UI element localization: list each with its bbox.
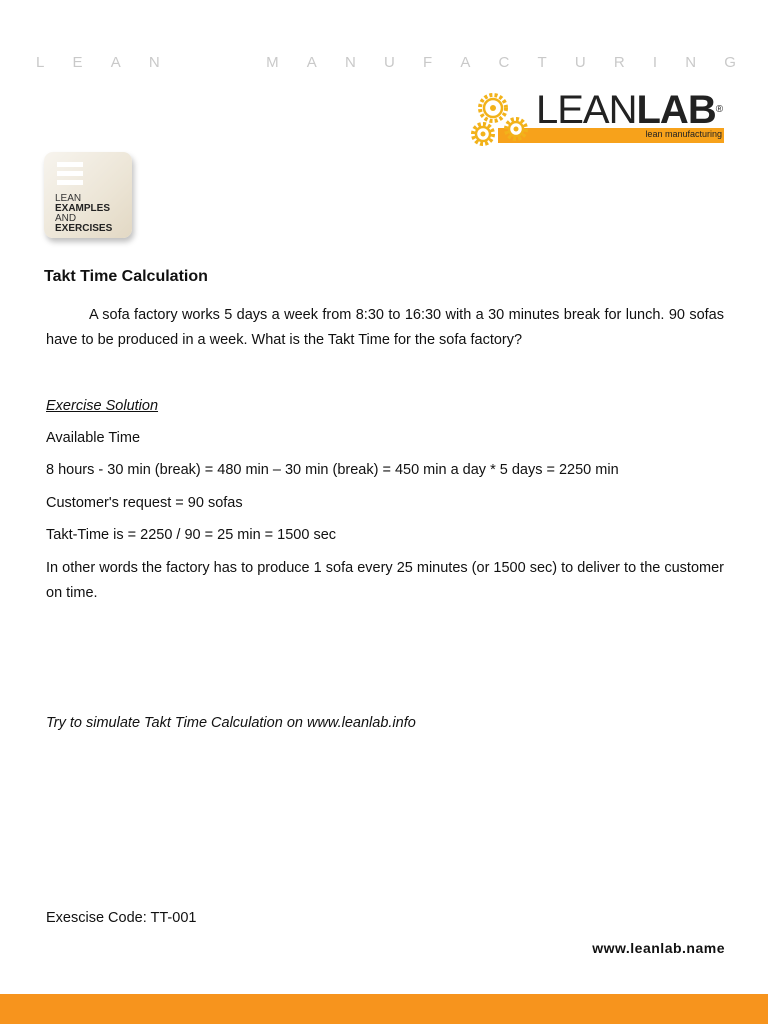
header-letter: F — [422, 54, 433, 71]
header-letter: I — [652, 54, 658, 71]
footer-url: www.leanlab.name — [592, 940, 725, 956]
gears-icon — [468, 88, 538, 154]
logo-registered: ® — [715, 104, 723, 115]
badge-line-lean: LEAN — [55, 193, 82, 204]
header-word-gap — [188, 54, 238, 74]
takt-time-line: Takt-Time is = 2250 / 90 = 25 min = 1500 sec — [46, 527, 337, 543]
header-letter: R — [613, 54, 625, 71]
solution-heading: Exercise Solution — [46, 398, 159, 414]
header-letter: N — [685, 54, 697, 71]
badge-text — [55, 194, 112, 234]
header-letter: N — [344, 54, 356, 71]
header-letter: U — [383, 54, 395, 71]
header-letter: L — [36, 54, 45, 71]
calculation-line: 8 hours - 30 min (break) = 480 min – 30 min (break) = 450 min a day * 5 days = 2250 min — [46, 462, 619, 478]
header-letter: U — [574, 54, 586, 71]
available-time-label: Available Time — [46, 430, 141, 446]
header-letter: A — [110, 54, 121, 71]
problem-paragraph: A sofa factory works 5 days a week from 8:30 to 16:30 with a 30 minutes break for lunch. 90 sofas have to be produced in a week. What is the Takt Time for the sofa factory? — [46, 307, 724, 348]
header-letter: A — [306, 54, 317, 71]
header-letter: T — [537, 54, 547, 71]
logo-lean: LEAN — [536, 88, 637, 132]
logo-subtitle: lean manufacturing — [645, 129, 722, 139]
badge-stripe — [57, 171, 83, 176]
badge-line-examples: EXAMPLES — [55, 203, 111, 214]
header-letter: C — [498, 54, 510, 71]
simulate-link-text: Try to simulate Takt Time Calculation on www.leanlab.info — [46, 715, 416, 731]
header-lean-manufacturing — [36, 54, 736, 74]
header-letter: G — [724, 54, 736, 71]
header-letter: E — [72, 54, 83, 71]
badge-stripe — [57, 162, 83, 167]
page-title: Takt Time Calculation — [44, 268, 208, 285]
exercise-code: Exescise Code: TT-001 — [46, 910, 197, 926]
header-letter: N — [148, 54, 160, 71]
conclusion-paragraph: In other words the factory has to produce 1 sofa every 25 minutes (or 1500 sec) to deliver to the customer on time. — [46, 560, 724, 601]
customer-request-line: Customer's request = 90 sofas — [46, 495, 243, 511]
header-letter: M — [266, 54, 279, 71]
badge-line-and: AND — [55, 213, 77, 224]
badge-line-exercises: EXERCISES — [55, 223, 113, 234]
leanlab-logo — [468, 88, 730, 154]
logo-wordmark — [536, 90, 722, 130]
badge-stripe — [57, 180, 83, 185]
footer-orange-bar — [0, 994, 768, 1024]
lean-examples-badge — [44, 152, 132, 238]
header-letter: A — [460, 54, 471, 71]
logo-lab: LAB — [636, 88, 716, 132]
